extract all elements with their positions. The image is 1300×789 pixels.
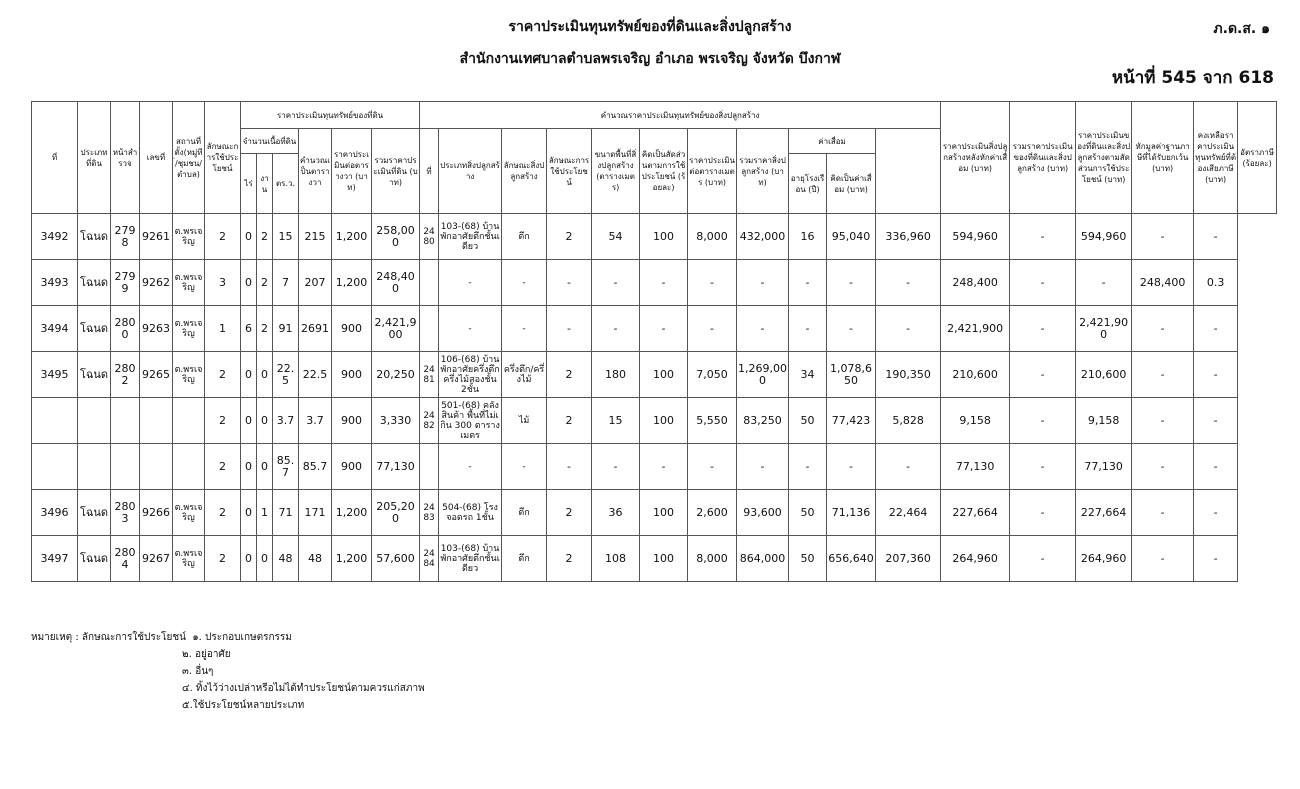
table-row [32, 352, 1277, 398]
table-cell: - [1010, 260, 1076, 306]
table-cell: 2 [205, 352, 241, 398]
table-cell: 264,960 [941, 536, 1010, 582]
table-cell: ตึก [502, 214, 547, 260]
table-cell: - [502, 444, 547, 490]
table-cell [173, 444, 205, 490]
table-cell: 2 [547, 398, 592, 444]
table-cell: - [827, 260, 876, 306]
table-cell: 5,828 [876, 398, 941, 444]
table-cell [111, 444, 140, 490]
table-cell: 22.5 [299, 352, 332, 398]
col-building-total: รวมราคาสิ่งปลูกสร้าง (บาท) [737, 129, 789, 214]
table-cell: 2 [257, 260, 273, 306]
table-cell: - [827, 444, 876, 490]
table-cell: 9261 [140, 214, 173, 260]
table-cell: ต.พรเจริญ [173, 352, 205, 398]
table-cell: 2483 [420, 490, 439, 536]
table-cell [32, 444, 78, 490]
table-cell: - [1194, 398, 1238, 444]
table-cell: 9,158 [941, 398, 1010, 444]
table-row [32, 260, 1277, 306]
table-cell: 227,664 [941, 490, 1010, 536]
table-cell: 0.3 [1194, 260, 1238, 306]
col-exemption: หักมูลค่าฐานภาษีที่ได้รับยกเว้น (บาท) [1132, 102, 1194, 214]
table-cell: 3,330 [372, 398, 420, 444]
table-cell: 1 [257, 490, 273, 536]
table-cell: 3493 [32, 260, 78, 306]
table-cell: - [592, 306, 640, 352]
table-cell: - [876, 444, 941, 490]
table-cell [111, 398, 140, 444]
table-cell: 5,550 [688, 398, 737, 444]
table-cell: - [1010, 352, 1076, 398]
table-cell: - [1010, 444, 1076, 490]
table-cell: โฉนด [78, 306, 111, 352]
table-cell: - [640, 306, 688, 352]
table-cell: 50 [789, 490, 827, 536]
assessment-table [31, 101, 1277, 582]
table-row [32, 214, 1277, 260]
table-cell: ครึ่งตึก/ครึ่งไม้ [502, 352, 547, 398]
table-cell: - [1132, 444, 1194, 490]
table-cell: 2 [205, 490, 241, 536]
table-cell: 9,158 [1076, 398, 1132, 444]
table-cell: 71,136 [827, 490, 876, 536]
table-cell: 594,960 [1076, 214, 1132, 260]
table-cell: 258,000 [372, 214, 420, 260]
col-price-sqwa: ราคาประเมินต่อตารางวา (บาท) [332, 129, 372, 214]
table-cell: 900 [332, 352, 372, 398]
table-cell: - [688, 260, 737, 306]
table-cell [420, 306, 439, 352]
table-cell: 100 [640, 536, 688, 582]
table-cell [420, 444, 439, 490]
table-cell: 100 [640, 352, 688, 398]
table-cell: 264,960 [1076, 536, 1132, 582]
col-location: สถานที่ตั้ง(หมู่ที่/ชุมชน/ตำบล) [173, 102, 205, 214]
table-cell: - [547, 306, 592, 352]
table-cell: 1,078,650 [827, 352, 876, 398]
table-cell: 77,130 [372, 444, 420, 490]
table-cell: 210,600 [941, 352, 1010, 398]
table-cell: 210,600 [1076, 352, 1132, 398]
table-cell: - [688, 306, 737, 352]
table-cell [78, 444, 111, 490]
table-cell: 91 [273, 306, 299, 352]
table-cell: 1,200 [332, 536, 372, 582]
table-cell: 2800 [111, 306, 140, 352]
table-cell: 1,200 [332, 490, 372, 536]
table-cell: 0 [241, 536, 257, 582]
table-cell [140, 398, 173, 444]
col-building-price-sqm: ราคาประเมินต่อตารางเมตร (บาท) [688, 129, 737, 214]
table-cell: 22,464 [876, 490, 941, 536]
col-building-usage: ลักษณะการใช้ประโยชน์ [547, 129, 592, 214]
table-cell: - [1010, 490, 1076, 536]
table-cell: โฉนด [78, 260, 111, 306]
table-cell: - [789, 306, 827, 352]
table-cell: 9266 [140, 490, 173, 536]
table-cell: 1,200 [332, 260, 372, 306]
col-building-net: ราคาประเมินสิ่งปลูกสร้างหลังหักค่าเสื่อม (บาท) [941, 102, 1010, 214]
note-item: ๓. อื่นๆ [182, 666, 214, 677]
table-cell: 8,000 [688, 536, 737, 582]
table-cell: 900 [332, 306, 372, 352]
table-cell: 9262 [140, 260, 173, 306]
table-cell: - [1076, 260, 1132, 306]
table-cell: 9267 [140, 536, 173, 582]
table-cell: - [439, 306, 502, 352]
table-cell: 2803 [111, 490, 140, 536]
table-cell: 3497 [32, 536, 78, 582]
table-cell: 2 [205, 444, 241, 490]
table-cell: 0 [257, 352, 273, 398]
col-building-ratio: คิดเป็นสัดส่วนตามการใช้ประโยชน์ (ร้อยละ) [640, 129, 688, 214]
table-cell: 108 [592, 536, 640, 582]
table-cell: 1,269,000 [737, 352, 789, 398]
table-cell: 3492 [32, 214, 78, 260]
table-cell: 50 [789, 536, 827, 582]
note-line [31, 629, 425, 646]
table-cell: 103-(68) บ้านพักอาศัยตึกชั้นเดียว [439, 214, 502, 260]
table-cell: 71 [273, 490, 299, 536]
table-cell: 106-(68) บ้านพักอาศัยครึ่งตึกครึ่งไม้สองชั้น 2ชั้น [439, 352, 502, 398]
table-cell: - [789, 260, 827, 306]
table-cell: 103-(68) บ้านพักอาศัยตึกชั้นเดียว [439, 536, 502, 582]
table-cell: 0 [241, 444, 257, 490]
table-cell: 2 [257, 214, 273, 260]
table-cell: 2799 [111, 260, 140, 306]
table-cell: 1 [205, 306, 241, 352]
col-ngan: งาน [257, 154, 273, 214]
table-cell: 227,664 [1076, 490, 1132, 536]
table-cell: 504-(68) โรงจอดรถ 1ชั้น [439, 490, 502, 536]
table-cell: 54 [592, 214, 640, 260]
table-body [32, 214, 1277, 582]
table-cell: - [1132, 214, 1194, 260]
col-building-kind: ลักษณะสิ่งปลูกสร้าง [502, 129, 547, 214]
table-cell: - [1194, 444, 1238, 490]
table-cell: 190,350 [876, 352, 941, 398]
table-cell: - [502, 260, 547, 306]
group-building: คำนวณราคาประเมินทุนทรัพย์ของสิ่งปลูกสร้าง [420, 102, 941, 129]
table-cell: 215 [299, 214, 332, 260]
table-cell: 248,400 [941, 260, 1010, 306]
table-cell: - [876, 260, 941, 306]
table-cell [420, 260, 439, 306]
form-code: ภ.ด.ส. ๑ [1213, 21, 1270, 37]
table-cell: 205,200 [372, 490, 420, 536]
note-item: ๑. ประกอบเกษตรกรรม [192, 632, 292, 643]
table-cell: โฉนด [78, 214, 111, 260]
table-cell: 77,423 [827, 398, 876, 444]
table-cell: - [547, 444, 592, 490]
group-depreciation: ค่าเสื่อม [789, 129, 876, 154]
table-cell: - [1132, 306, 1194, 352]
table-cell: - [592, 260, 640, 306]
table-cell: 0 [241, 214, 257, 260]
col-building-area: ขนาดพื้นที่สิ่งปลูกสร้าง (ตารางเมตร) [592, 129, 640, 214]
table-cell: ตึก [502, 490, 547, 536]
table-cell: 20,250 [372, 352, 420, 398]
notes [31, 629, 425, 714]
table-cell: 2802 [111, 352, 140, 398]
table-cell: 2798 [111, 214, 140, 260]
col-taxable: คงเหลือราคาประเมินทุนทรัพย์ที่ต้องเสียภาษี (บาท) [1194, 102, 1238, 214]
notes-label: หมายเหตุ : ลักษณะการใช้ประโยชน์ [31, 632, 186, 643]
col-age: อายุโรงเรือน (ปี) [789, 154, 827, 214]
table-cell: 2484 [420, 536, 439, 582]
table-cell: - [827, 306, 876, 352]
table-cell: 85.7 [299, 444, 332, 490]
table-cell [173, 398, 205, 444]
table-cell: 2,600 [688, 490, 737, 536]
table-cell: 0 [241, 490, 257, 536]
table-cell: โฉนด [78, 352, 111, 398]
table-cell: 2 [547, 490, 592, 536]
col-number: เลขที่ [140, 102, 173, 214]
table-cell: 50 [789, 398, 827, 444]
document-subtitle: สำนักงานเทศบาลตำบลพรเจริญ อำเภอ พรเจริญ จังหวัด บึงกาฬ [459, 51, 841, 67]
table-cell: 432,000 [737, 214, 789, 260]
table-cell: 8,000 [688, 214, 737, 260]
table-cell: 2482 [420, 398, 439, 444]
col-depreciation-amount: คิดเป็นค่าเสื่อม (บาท) [827, 154, 876, 214]
table-cell: - [1010, 536, 1076, 582]
table-cell: - [737, 444, 789, 490]
table-cell: 0 [241, 398, 257, 444]
col-grand-total: รวมราคาประเมินของที่ดินและสิ่งปลูกสร้าง (บาท) [1010, 102, 1076, 214]
table-cell: 2,421,900 [1076, 306, 1132, 352]
table-cell: - [640, 444, 688, 490]
table-cell: - [1132, 352, 1194, 398]
table-cell: 3495 [32, 352, 78, 398]
table-cell: - [1010, 306, 1076, 352]
col-total-sqwa: คำนวณเป็นตารางวา [299, 129, 332, 214]
col-land-total: รวมราคาประเมินที่ดิน (บาท) [372, 129, 420, 214]
table-cell: ตึก [502, 536, 547, 582]
table-cell [32, 398, 78, 444]
table-cell: 900 [332, 444, 372, 490]
table-row [32, 444, 1277, 490]
table-row [32, 536, 1277, 582]
table-cell: 0 [241, 260, 257, 306]
table-cell: 0 [257, 444, 273, 490]
table-cell: - [688, 444, 737, 490]
table-cell: 48 [299, 536, 332, 582]
table-cell: 7 [273, 260, 299, 306]
table-cell: - [1132, 398, 1194, 444]
col-no: ที่ [32, 102, 78, 214]
table-cell: 7,050 [688, 352, 737, 398]
table-row [32, 398, 1277, 444]
col-rai: ไร่ [241, 154, 257, 214]
col-sqwa: ตร.ว. [273, 154, 299, 214]
table-cell: ต.พรเจริญ [173, 260, 205, 306]
table-cell: 57,600 [372, 536, 420, 582]
table-cell: ต.พรเจริญ [173, 490, 205, 536]
table-cell: 3.7 [273, 398, 299, 444]
table-cell: 16 [789, 214, 827, 260]
table-cell: - [502, 306, 547, 352]
table-cell: 2 [257, 306, 273, 352]
table-cell: - [439, 444, 502, 490]
table-cell: - [1010, 214, 1076, 260]
group-area: จำนวนเนื้อที่ดิน [241, 129, 299, 154]
page-indicator: หน้าที่ 545 จาก 618 [1111, 68, 1274, 88]
table-cell: 207 [299, 260, 332, 306]
table-cell: 48 [273, 536, 299, 582]
table-cell [78, 398, 111, 444]
table-cell: 77,130 [941, 444, 1010, 490]
table-cell: 22.5 [273, 352, 299, 398]
table-cell: ต.พรเจริญ [173, 306, 205, 352]
table-cell: โฉนด [78, 490, 111, 536]
table-cell: 2 [547, 214, 592, 260]
table-cell: - [1194, 214, 1238, 260]
table-cell: 2,421,900 [941, 306, 1010, 352]
col-proportional: ราคาประเมินของที่ดินและสิ่งปลูกสร้างตามสัดส่วนการใช้ประโยชน์ (บาท) [1076, 102, 1132, 214]
table-cell: - [640, 260, 688, 306]
table-cell: 95,040 [827, 214, 876, 260]
table-cell: ต.พรเจริญ [173, 536, 205, 582]
table-cell: 336,960 [876, 214, 941, 260]
table-cell: 2 [205, 536, 241, 582]
table-cell: 248,400 [1132, 260, 1194, 306]
note-item: ๔. ทิ้งไว้ว่างเปล่าหรือไม่ได้ทำประโยชน์ตามควรแก่สภาพ [182, 683, 425, 694]
table-cell: 2 [547, 536, 592, 582]
note-item: ๕.ใช้ประโยชน์หลายประเภท [182, 700, 305, 711]
table-cell: 2804 [111, 536, 140, 582]
table-cell: 2 [205, 214, 241, 260]
table-cell: - [876, 306, 941, 352]
table-cell: 100 [640, 490, 688, 536]
table-cell: 9263 [140, 306, 173, 352]
table-cell: 3496 [32, 490, 78, 536]
table-cell: 36 [592, 490, 640, 536]
table-cell: 3.7 [299, 398, 332, 444]
table-cell: 3494 [32, 306, 78, 352]
table-cell: 15 [273, 214, 299, 260]
table-cell: - [737, 260, 789, 306]
table-cell: 83,250 [737, 398, 789, 444]
col-usage: ลักษณะการใช้ประโยชน์ [205, 102, 241, 214]
col-building-type: ประเภทสิ่งปลูกสร้าง [439, 129, 502, 214]
table-cell: 900 [332, 398, 372, 444]
table-cell: - [789, 444, 827, 490]
col-land-type: ประเภทที่ดิน [78, 102, 111, 214]
table-cell: - [737, 306, 789, 352]
table-cell: - [592, 444, 640, 490]
col-survey-page: หน้าสำรวจ [111, 102, 140, 214]
table-cell: 656,640 [827, 536, 876, 582]
col-tax-rate: อัตราภาษี (ร้อยละ) [1238, 102, 1277, 214]
table-cell: 864,000 [737, 536, 789, 582]
note-item: ๒. อยู่อาศัย [182, 649, 231, 660]
table-cell: - [1194, 490, 1238, 536]
table-cell: 171 [299, 490, 332, 536]
table-cell: 180 [592, 352, 640, 398]
table-cell: 2480 [420, 214, 439, 260]
table-cell: 594,960 [941, 214, 1010, 260]
table-cell: 93,600 [737, 490, 789, 536]
table-cell: 207,360 [876, 536, 941, 582]
table-cell: - [1010, 398, 1076, 444]
table-cell: - [1132, 490, 1194, 536]
table-cell: 1,200 [332, 214, 372, 260]
table-cell: 2 [205, 398, 241, 444]
table-cell: - [1194, 352, 1238, 398]
table-cell: - [1194, 536, 1238, 582]
table-cell: 6 [241, 306, 257, 352]
table-cell: 0 [257, 536, 273, 582]
table-cell: 2 [547, 352, 592, 398]
table-cell: 100 [640, 214, 688, 260]
table-cell: 2691 [299, 306, 332, 352]
table-cell: - [547, 260, 592, 306]
table-cell [140, 444, 173, 490]
table-cell: - [1132, 536, 1194, 582]
table-row [32, 490, 1277, 536]
table-cell: 2481 [420, 352, 439, 398]
table-row [32, 306, 1277, 352]
table-cell: - [1194, 306, 1238, 352]
table-cell: 100 [640, 398, 688, 444]
table-cell: 0 [241, 352, 257, 398]
table-cell: โฉนด [78, 536, 111, 582]
table-cell: 15 [592, 398, 640, 444]
table-cell: ต.พรเจริญ [173, 214, 205, 260]
table-cell: 77,130 [1076, 444, 1132, 490]
group-land: ราคาประเมินทุนทรัพย์ของที่ดิน [241, 102, 420, 129]
table-cell: - [439, 260, 502, 306]
table-cell: 85.7 [273, 444, 299, 490]
col-building-no: ที่ [420, 129, 439, 214]
table-cell: 3 [205, 260, 241, 306]
table-cell: ไม้ [502, 398, 547, 444]
table-cell: 9265 [140, 352, 173, 398]
table-cell: 501-(68) คลังสินค้า พื้นที่ไม่เกิน 300 ตารางเมตร [439, 398, 502, 444]
table-cell: 34 [789, 352, 827, 398]
table-cell: 248,400 [372, 260, 420, 306]
table-cell: 2,421,900 [372, 306, 420, 352]
table-cell: 0 [257, 398, 273, 444]
document-title: ราคาประเมินทุนทรัพย์ของที่ดินและสิ่งปลูกสร้าง [508, 19, 792, 35]
